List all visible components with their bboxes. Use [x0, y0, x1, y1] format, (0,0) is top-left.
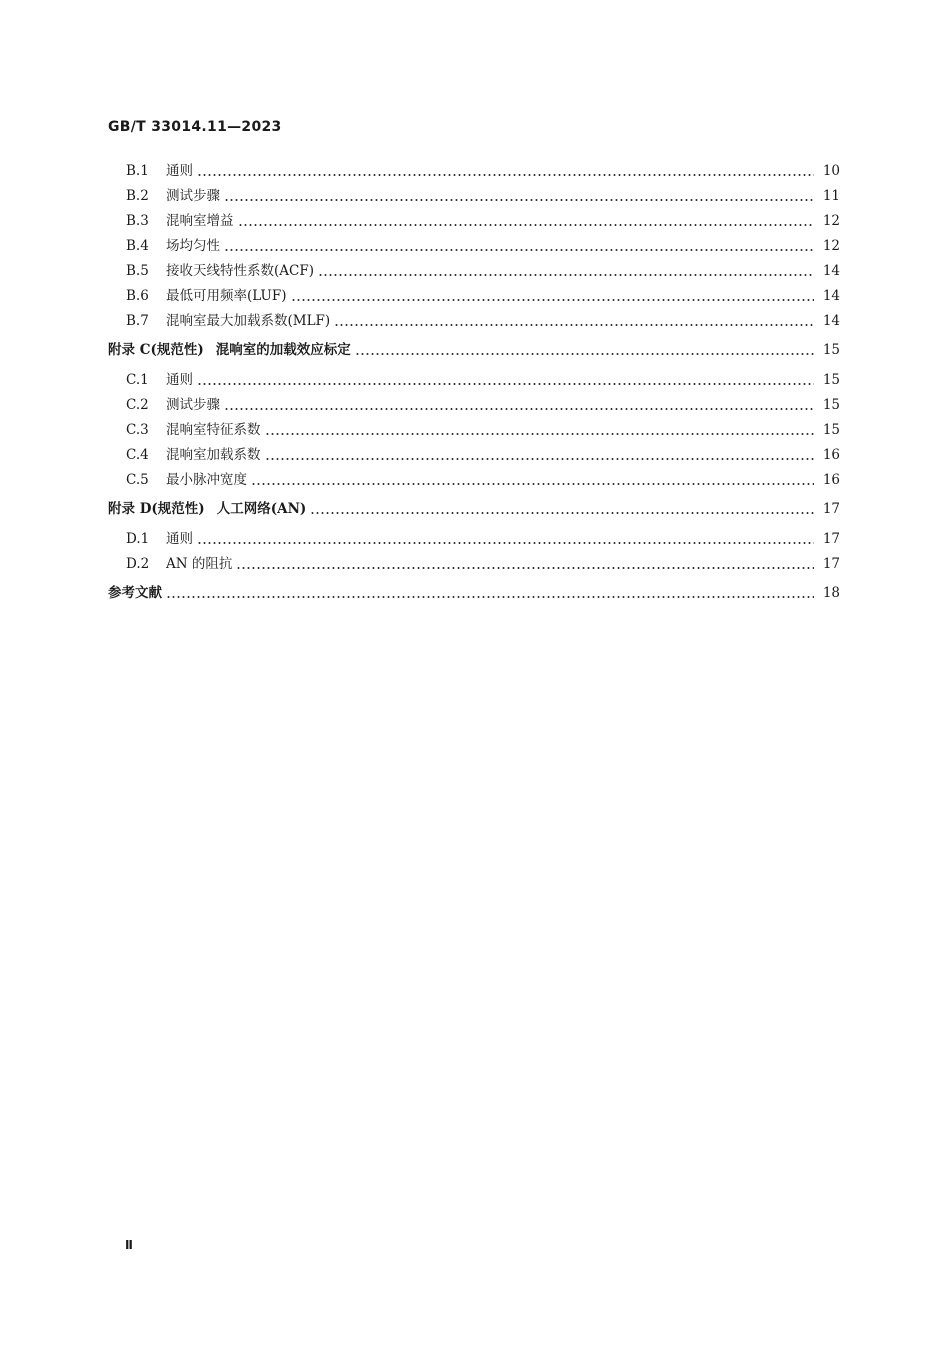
toc-entry-page: 16	[822, 447, 840, 463]
toc-entry-page: 17	[822, 556, 840, 572]
dot-leader	[355, 353, 814, 355]
dot-leader	[318, 274, 814, 276]
toc-entry-title: 接收天线特性系数(ACF)	[166, 263, 314, 279]
toc-entry[interactable]	[126, 467, 840, 489]
references-label: 参考文献	[108, 585, 162, 601]
toc-entry[interactable]	[126, 158, 840, 180]
toc-entry-number: B.6	[126, 288, 149, 304]
toc-entry-page: 14	[822, 263, 840, 279]
toc-entry-page: 14	[822, 288, 840, 304]
table-of-contents	[0, 0, 950, 620]
toc-entry[interactable]	[126, 526, 840, 548]
annex-type: (规范性)	[151, 501, 205, 517]
toc-entry[interactable]	[126, 208, 840, 230]
toc-entry-title: 混响室增益	[166, 213, 234, 229]
dot-leader	[224, 408, 814, 410]
toc-entry-number: B.4	[126, 238, 149, 254]
toc-entry-number: B.1	[126, 163, 149, 179]
toc-entry-page: 16	[822, 472, 840, 488]
dot-leader	[166, 596, 814, 598]
toc-entry[interactable]	[126, 258, 840, 280]
toc-entry-number: B.5	[126, 263, 149, 279]
toc-entry-title: 测试步骤	[166, 397, 220, 413]
toc-entry-number: B.7	[126, 313, 149, 329]
toc-entry[interactable]	[126, 442, 840, 464]
toc-entry-page: 15	[822, 397, 840, 413]
dot-leader	[265, 458, 815, 460]
dot-leader	[197, 542, 814, 544]
page-number-footer: Ⅱ	[125, 1238, 133, 1252]
toc-entry-number: B.2	[126, 188, 149, 204]
dot-leader	[238, 224, 815, 226]
annex-label: 附录 C	[108, 342, 151, 358]
toc-entry-number: C.3	[126, 422, 149, 438]
toc-entry-title: AN 的阻抗	[166, 556, 233, 572]
toc-entry-title: 通则	[166, 531, 193, 547]
dot-leader	[334, 324, 814, 326]
toc-entry-page: 15	[822, 372, 840, 388]
toc-entry[interactable]	[126, 551, 840, 573]
annex-type: (规范性)	[150, 342, 204, 358]
toc-entry-number: C.4	[126, 447, 149, 463]
dot-leader	[236, 567, 814, 569]
toc-entry-page: 17	[822, 531, 840, 547]
toc-annex-entry[interactable]	[108, 337, 840, 359]
toc-entry[interactable]	[126, 308, 840, 330]
toc-entry-title: 场均匀性	[166, 238, 220, 254]
annex-label: 附录 D	[108, 501, 152, 517]
dot-leader	[224, 199, 814, 201]
toc-entry[interactable]	[126, 283, 840, 305]
toc-entry-title: 混响室的加载效应标定	[215, 342, 351, 358]
toc-entry-page: 14	[822, 313, 840, 329]
toc-entry-title: 最小脉冲宽度	[166, 472, 247, 488]
dot-leader	[265, 433, 815, 435]
toc-entry[interactable]	[126, 367, 840, 389]
standard-code-header: GB/T 33014.11—2023	[108, 119, 282, 135]
toc-entry-title: 通则	[166, 163, 193, 179]
toc-references-entry[interactable]	[108, 580, 840, 602]
dot-leader	[291, 299, 814, 301]
toc-entry-number: D.2	[126, 556, 150, 572]
toc-entry-page: 10	[822, 163, 840, 179]
toc-entry-title: 测试步骤	[166, 188, 220, 204]
toc-entry[interactable]	[126, 233, 840, 255]
toc-entry-page: 12	[822, 238, 840, 254]
toc-entry-title: 通则	[166, 372, 193, 388]
toc-entry-title: 混响室加载系数	[166, 447, 261, 463]
toc-entry-number: B.3	[126, 213, 149, 229]
toc-annex-entry[interactable]	[108, 496, 840, 518]
dot-leader	[251, 483, 814, 485]
toc-entry-page: 17	[822, 501, 840, 517]
toc-entry[interactable]	[126, 392, 840, 414]
toc-entry-page: 12	[822, 213, 840, 229]
toc-entry-number: C.2	[126, 397, 149, 413]
toc-entry-title: 混响室最大加载系数(MLF)	[166, 313, 331, 329]
dot-leader	[224, 249, 814, 251]
toc-entry-number: D.1	[126, 531, 150, 547]
toc-entry-title: 最低可用频率(LUF)	[166, 288, 287, 304]
dot-leader	[197, 174, 814, 176]
toc-entry-title: 人工网络(AN)	[216, 501, 307, 517]
toc-entry-page: 15	[822, 342, 840, 358]
toc-entry[interactable]	[126, 183, 840, 205]
toc-entry-page: 11	[822, 188, 840, 204]
toc-entry-page: 15	[822, 422, 840, 438]
toc-entry-title: 混响室特征系数	[166, 422, 261, 438]
toc-entry-page: 18	[822, 585, 840, 601]
toc-entry-number: C.5	[126, 472, 149, 488]
dot-leader	[197, 383, 814, 385]
dot-leader	[310, 512, 814, 514]
toc-entry[interactable]	[126, 417, 840, 439]
toc-entry-number: C.1	[126, 372, 149, 388]
